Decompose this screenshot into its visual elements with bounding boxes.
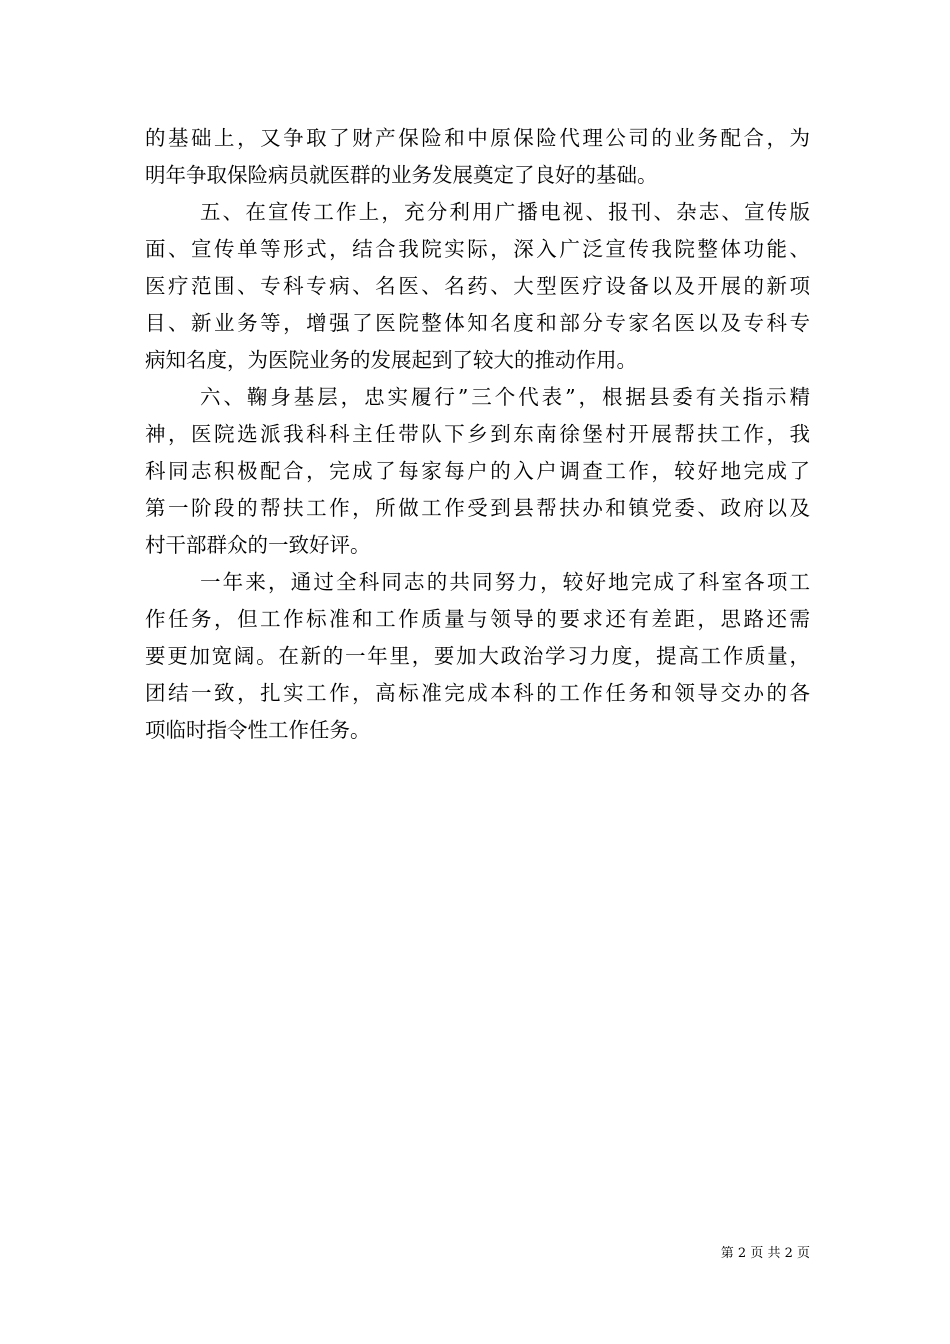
text-line: 科同志积极配合，完成了每家每户的入户调查工作，较好地完成了 <box>145 459 810 483</box>
text-line: 要更加宽阔。在新的一年里，要加大政治学习力度，提高工作质量， <box>145 644 810 668</box>
text-line: 目、新业务等，增强了医院整体知名度和部分专家名医以及专科专 <box>145 311 810 335</box>
text-line: 六、鞠身基层，忠实履行”三个代表”，根据县委有关指示精 <box>200 385 810 409</box>
text-line: 团结一致，扎实工作，高标准完成本科的工作任务和领导交办的各 <box>145 681 810 705</box>
page-number: 第 2 页 共 2 页 <box>720 1246 810 1261</box>
text-line: 神，医院选派我科科主任带队下乡到东南徐堡村开展帮扶工作，我 <box>145 422 810 446</box>
body-text <box>145 120 810 749</box>
text-line: 五、在宣传工作上，充分利用广播电视、报刊、杂志、宣传版 <box>200 200 810 224</box>
text-line: 病知名度，为医院业务的发展起到了较大的推动作用。 <box>145 348 637 372</box>
text-line: 一年来，通过全科同志的共同努力，较好地完成了科室各项工 <box>200 570 810 594</box>
text-line: 第一阶段的帮扶工作，所做工作受到县帮扶办和镇党委、政府以及 <box>145 496 810 520</box>
text-line: 的基础上，又争取了财产保险和中原保险代理公司的业务配合，为 <box>145 126 810 150</box>
text-line: 项临时指令性工作任务。 <box>145 718 371 742</box>
text-line: 明年争取保险病员就医群的业务发展奠定了良好的基础。 <box>145 163 658 187</box>
text-line: 村干部群众的一致好评。 <box>145 533 371 557</box>
text-line: 面、宣传单等形式，结合我院实际，深入广泛宣传我院整体功能、 <box>145 237 810 261</box>
text-line: 医疗范围、专科专病、名医、名药、大型医疗设备以及开展的新项 <box>145 274 810 298</box>
text-line: 作任务，但工作标准和工作质量与领导的要求还有差距，思路还需 <box>145 607 810 631</box>
